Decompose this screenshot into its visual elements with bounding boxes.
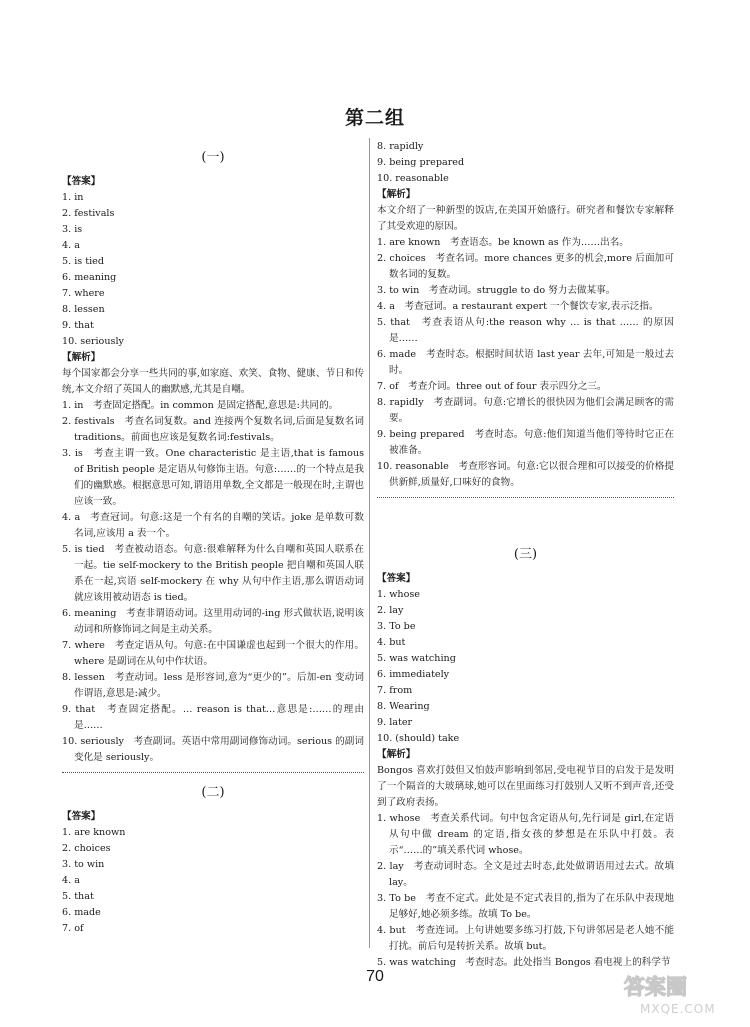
section-heading-2: (二) xyxy=(201,785,225,800)
watermark-logo xyxy=(618,970,740,1018)
section-heading-1: (一) xyxy=(201,150,225,165)
answer-item: 5. was watching xyxy=(377,653,456,664)
left-column xyxy=(62,146,364,937)
analysis-intro: 每个国家都会分享一些共同的事,如家庭、欢笑、食物、健康、节日和传统,本文介绍了英国人的幽默感,尤其是自嘲。 xyxy=(62,368,364,395)
answer-item: 1. in xyxy=(62,192,84,203)
answer-item: 5. that xyxy=(62,891,94,902)
answer-item: 3. To be xyxy=(377,621,416,632)
section-divider xyxy=(377,497,674,498)
answer-item: 4. but xyxy=(377,637,406,648)
analysis-item: 8. lessen 考查动词。less 是形容词,意为“更少的”。后加-en 变动词作谓语,意思是:减少。 xyxy=(62,672,364,699)
analysis-item: 2. festivals 考查名词复数。and 连接两个复数名词,后面是复数名词 traditions。前面也应该是复数名词:festivals。 xyxy=(62,416,364,443)
analysis-item: 5. was watching 考查时态。此处指当 Bongos 看电视上的科学节 xyxy=(377,957,671,968)
answer-item: 2. lay xyxy=(377,605,404,616)
analysis-item: 3. is 考查主谓一致。One characteristic 是主语,that is famous of British people 是定语从句修饰主语。句意:……的一个特点是我们的幽默感。根据意思可知,谓语用单数,全文都是一般现在时,主谓也应该一致。 xyxy=(62,448,364,507)
analysis-item: 4. a 考查冠词。句意:这是一个有名的自嘲的笑话。joke 是单数可数名词,应该用 a 表一个。 xyxy=(62,512,364,539)
page-title: 第二组 xyxy=(344,107,405,129)
analysis-item: 3. to win 考查动词。struggle to do 努力去做某事。 xyxy=(377,285,616,296)
answer-item: 6. made xyxy=(62,907,101,918)
answer-item: 2. festivals xyxy=(62,208,115,219)
answer-item: 10. reasonable xyxy=(377,173,449,184)
analysis-item: 10. seriously 考查副词。英语中常用副词修饰动词。serious 的副词变化是 seriously。 xyxy=(62,736,364,763)
section-heading-3: (三) xyxy=(513,547,538,562)
analysis-item: 7. of 考查介词。three out of four 表示四分之三。 xyxy=(377,381,607,392)
answer-label: 【答案】 xyxy=(377,573,416,584)
answer-item: 2. choices xyxy=(62,843,111,854)
answer-item: 7. of xyxy=(62,923,84,934)
analysis-item: 4. but 考查连词。上句讲她要多练习打鼓,下句讲邻居是老人她不能打扰。前后句是转折关系。故填 but。 xyxy=(377,925,674,952)
analysis-item: 7. where 考查定语从句。句意:在中国谦虚也起到一个很大的作用。where 是副词在从句中作状语。 xyxy=(62,640,364,667)
analysis-intro: Bongos 喜欢打鼓但又怕鼓声影响到邻居,受电视节目的启发于是发明了一个隔音的大玻璃球,她可以在里面练习打鼓别人又听不到声音,还受到了政府表扬。 xyxy=(377,765,674,808)
answer-item: 9. being prepared xyxy=(377,157,465,168)
answer-item: 1. whose xyxy=(377,589,420,600)
answer-item: 10. (should) take xyxy=(377,733,460,744)
analysis-item: 9. that 考查固定搭配。… reason is that…意思是:……的理由是…… xyxy=(62,704,364,731)
analysis-item: 6. meaning 考查非谓语动词。这里用动词的-ing 形式做状语,说明该动词和所修饰词之间是主动关系。 xyxy=(62,608,364,635)
page-number: 70 xyxy=(366,968,384,985)
right-column-lower xyxy=(377,543,674,971)
analysis-item: 2. lay 考查动词时态。全文是过去时态,此处做谓语用过去式。故填 lay。 xyxy=(377,861,674,888)
answer-item: 6. immediately xyxy=(377,669,450,680)
analysis-label: 【解析】 xyxy=(62,352,101,363)
analysis-label: 【解析】 xyxy=(377,749,416,760)
analysis-item: 1. are known 考查语态。be known as 作为……出名。 xyxy=(377,237,629,248)
answer-list xyxy=(377,587,674,747)
answer-item: 7. where xyxy=(62,288,105,299)
analysis-item: 1. whose 考查关系代词。句中包含定语从句,先行词是 girl,在定语从句中做 dream 的定语,指女孩的梦想是在乐队中打鼓。表示“……的”填关系代词 whose。 xyxy=(377,813,674,856)
analysis-item: 5. that 考查表语从句:the reason why … is that …… 的原因是…… xyxy=(377,317,674,344)
analysis-item: 10. reasonable 考查形容词。句意:它以很合理和可以接受的价格提供新鲜,质量好,口味好的食物。 xyxy=(377,461,674,488)
analysis-item: 1. in 考查固定搭配。in common 是固定搭配,意思是:共同的。 xyxy=(62,400,339,411)
answer-item: 1. are known xyxy=(62,827,126,838)
answer-item: 6. meaning xyxy=(62,272,117,283)
answer-item: 4. a xyxy=(62,240,80,251)
answer-label: 【答案】 xyxy=(62,811,101,822)
analysis-item: 3. To be 考查不定式。此处是不定式表目的,指为了在乐队中表现地足够好,她必须多练。故填 To be。 xyxy=(377,893,674,920)
answer-item: 8. rapidly xyxy=(377,141,424,152)
answer-item: 8. Wearing xyxy=(377,701,430,712)
answer-item: 7. from xyxy=(377,685,413,696)
svg-text:MXQE.COM: MXQE.COM xyxy=(640,1002,716,1016)
answer-item: 3. is xyxy=(62,224,83,235)
answer-item: 5. is tied xyxy=(62,256,104,267)
answer-item: 10. seriously xyxy=(62,336,124,347)
analysis-item: 2. choices 考查名词。more chances 更多的机会,more 后面加可数名词的复数。 xyxy=(377,253,674,280)
analysis-label: 【解析】 xyxy=(377,189,416,200)
answer-item: 8. lessen xyxy=(62,304,105,315)
column-divider xyxy=(369,138,370,948)
svg-text:答案圈: 答案圈 xyxy=(624,975,687,999)
answer-label: 【答案】 xyxy=(62,176,101,187)
section-divider xyxy=(62,772,364,773)
analysis-item: 9. being prepared 考查时态。句意:他们知道当他们等待时它正在被准备。 xyxy=(377,429,674,456)
analysis-intro: 本文介绍了一种新型的饭店,在美国开始盛行。研究者和餐饮专家解释了其受欢迎的原因。 xyxy=(377,205,674,232)
answer-item: 3. to win xyxy=(62,859,105,870)
analysis-item: 8. rapidly 考查副词。句意:它增长的很快因为他们会满足顾客的需要。 xyxy=(377,397,674,424)
right-column-upper xyxy=(377,139,674,508)
answer-item: 4. a xyxy=(62,875,80,886)
analysis-item: 6. made 考查时态。根据时间状语 last year 去年,可知是一般过去时。 xyxy=(377,349,674,376)
analysis-item: 5. is tied 考查被动语态。句意:很难解释为什么自嘲和英国人联系在一起。tie self-mockery to the British people 把自嘲和英国人联系在一起,宾语 self-mockery 在 why 从句中作主语,那么谓语动词就应该用被动语态 is tied。 xyxy=(62,544,364,603)
answer-item: 9. later xyxy=(377,717,413,728)
answer-list xyxy=(62,825,364,937)
answer-list xyxy=(62,190,364,350)
answer-item: 9. that xyxy=(62,320,94,331)
analysis-item: 4. a 考查冠词。a restaurant expert 一个餐饮专家,表示泛指。 xyxy=(377,301,659,312)
